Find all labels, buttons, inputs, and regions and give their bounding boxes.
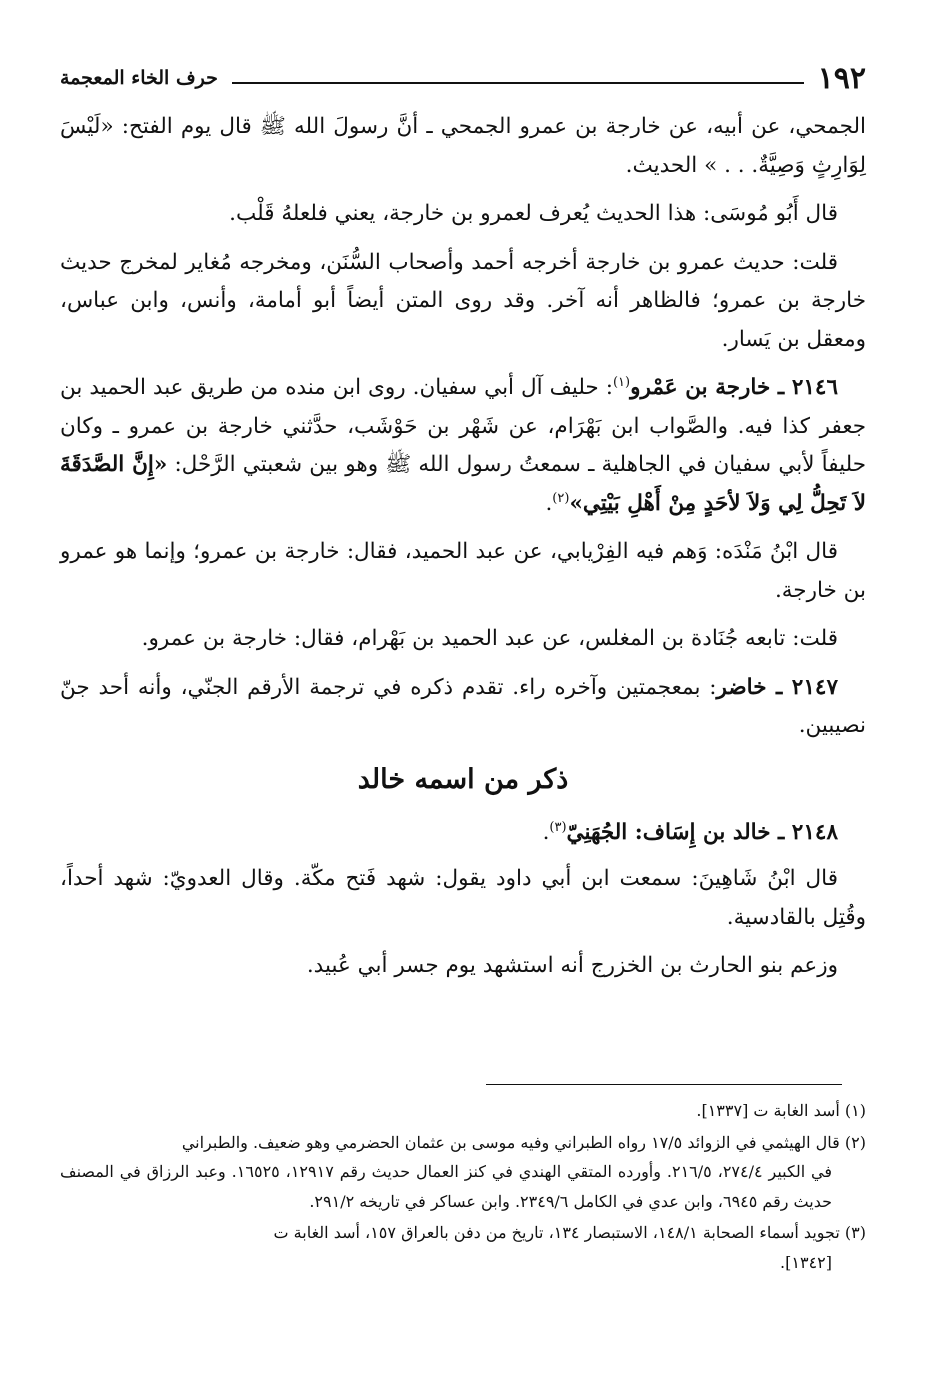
paragraph: قال ابْنُ مَنْدَه: وَهم فيه الفِرْيابي، عن عبد الحميد، فقال: خارجة بن عمرو؛ وإنما هو عمرو بن خارجة. [60,539,866,603]
footnote-continuation: في الكبير ٢٧٤/٤، ٢١٦/٥. وأورده المتقي الهندي في كنز العمال حديث رقم ١٢٩١٧، ١٦٥٢٥. وعبد الرزاق في المصنف حديث رقم ٦٩٤٥، وابن عدي في الكامل ٢٣٤٩/٦. وابن عساكر في تاريخه ٢٩١/٢. [60,1162,833,1211]
entry-text: : بمعجمتين وآخره راء. تقدم ذكره في ترجمة الأرقم الجنّي، وأنه أحد جنّ نصيبين. [60,674,866,738]
footnote-first-line: (٢) قال الهيثمي في الزوائد ١٧/٥ رواه الطبراني وفيه موسى بن عثمان الحضرمي وهو ضعيف. والطبراني [181,1132,866,1152]
entry-text: : حليف آل أبي سفيان. روى ابن منده من طريق عبد الحميد بن جعفر كذا فيه. والصَّواب ابن بَهْرَام، عن شَهْر بن حَوْشَب، حدَّثني خارجة بن عمرو ـ وكان حليفاً لأبي سفيان في الجاهلية ـ سمعتُ رسول الله ﷺ وهو بين شعبتي الرَّحْل: [60,375,866,477]
footnote [60,1128,866,1217]
page-header [60,58,866,98]
page-number: ١٩٢ [817,60,866,96]
footnote-continuation: [١٣٤٢]. [780,1252,832,1272]
header-rule [232,82,804,84]
running-title: حرف الخاء المعجمة [60,67,218,89]
paragraph: قلت: حديث عمرو بن خارجة أخرجه أحمد وأصحاب السُّنَن، ومخرجه مُغاير لمخرج حديث خارجة بن عمرو؛ فالظاهر أنه آخر. وقد روى المتن أيضاً أبو أمامة، وأنس، وابن عباس، ومعقل بن يَسار. [60,249,866,352]
entry-2148 [60,814,866,853]
footnote-marker: (١) [612,374,631,390]
main-text [60,108,866,996]
entry-end: . [542,819,550,845]
entry-heading: ٢١٤٧ ـ خاضر [716,674,838,700]
entry-2146 [60,369,866,523]
paragraph: قال ابْنُ شَاهِينَ: سمعت ابن أبي داود يقول: شهد فَتح مكّة. وقال العدويّ: شهد أحداً، وقُتِل بالقادسية. [60,866,866,930]
entry-heading: ٢١٤٦ ـ خارجة بن عَمْرو [630,375,839,400]
paragraph: قال أَبُو مُوسَى: هذا الحديث يُعرف لعمرو بن خارجة، يعني فلعلهُ قَلْب. [229,201,838,226]
section-title: ذكر من اسمه خالد [357,763,569,795]
entry-2147 [60,669,866,746]
footnotes [60,1096,866,1279]
footnote-first-line: (٣) تجويد أسماء الصحابة ١٤٨/١، الاستبصار ١٣٤، تاريخ من دفن بالعراق ١٥٧، أسد الغابة ت [273,1223,866,1242]
hadith-quote: «إِنَّ الصَّدَقَةَ لاَ تَحِلُّ لِي وَلاَ لأحَدٍ مِنْ أَهْلِ بَيْتِي» [60,452,866,516]
paragraph: الجمحي، عن أبيه، عن خارجة بن عمرو الجمحي ـ أنَّ رسولَ الله ﷺ قال يوم الفتح: «لَيْسَ لِوَارِثٍ وَصِيَّةٌ. . . » الحديث. [60,114,866,178]
footnote: (١) أسد الغابة ت [١٣٣٧]. [696,1101,866,1120]
footnote-marker: (٢) [552,490,570,506]
entry-end: . [545,490,553,516]
footnote [60,1218,866,1277]
paragraph: وزعم بنو الحارث بن الخزرج أنه استشهد يوم جسر أبي عُبيد. [306,953,838,978]
footnote-marker: (٣) [549,819,567,835]
footnote-rule [486,1084,842,1085]
paragraph: قلت: تابعه جُنَادة بن المغلس، عن عبد الحميد بن بَهْرام، فقال: خارجة بن عمرو. [141,626,838,651]
entry-heading: ٢١٤٨ ـ خالد بن إِسَاف: الجُهَنِيّ [566,819,838,845]
